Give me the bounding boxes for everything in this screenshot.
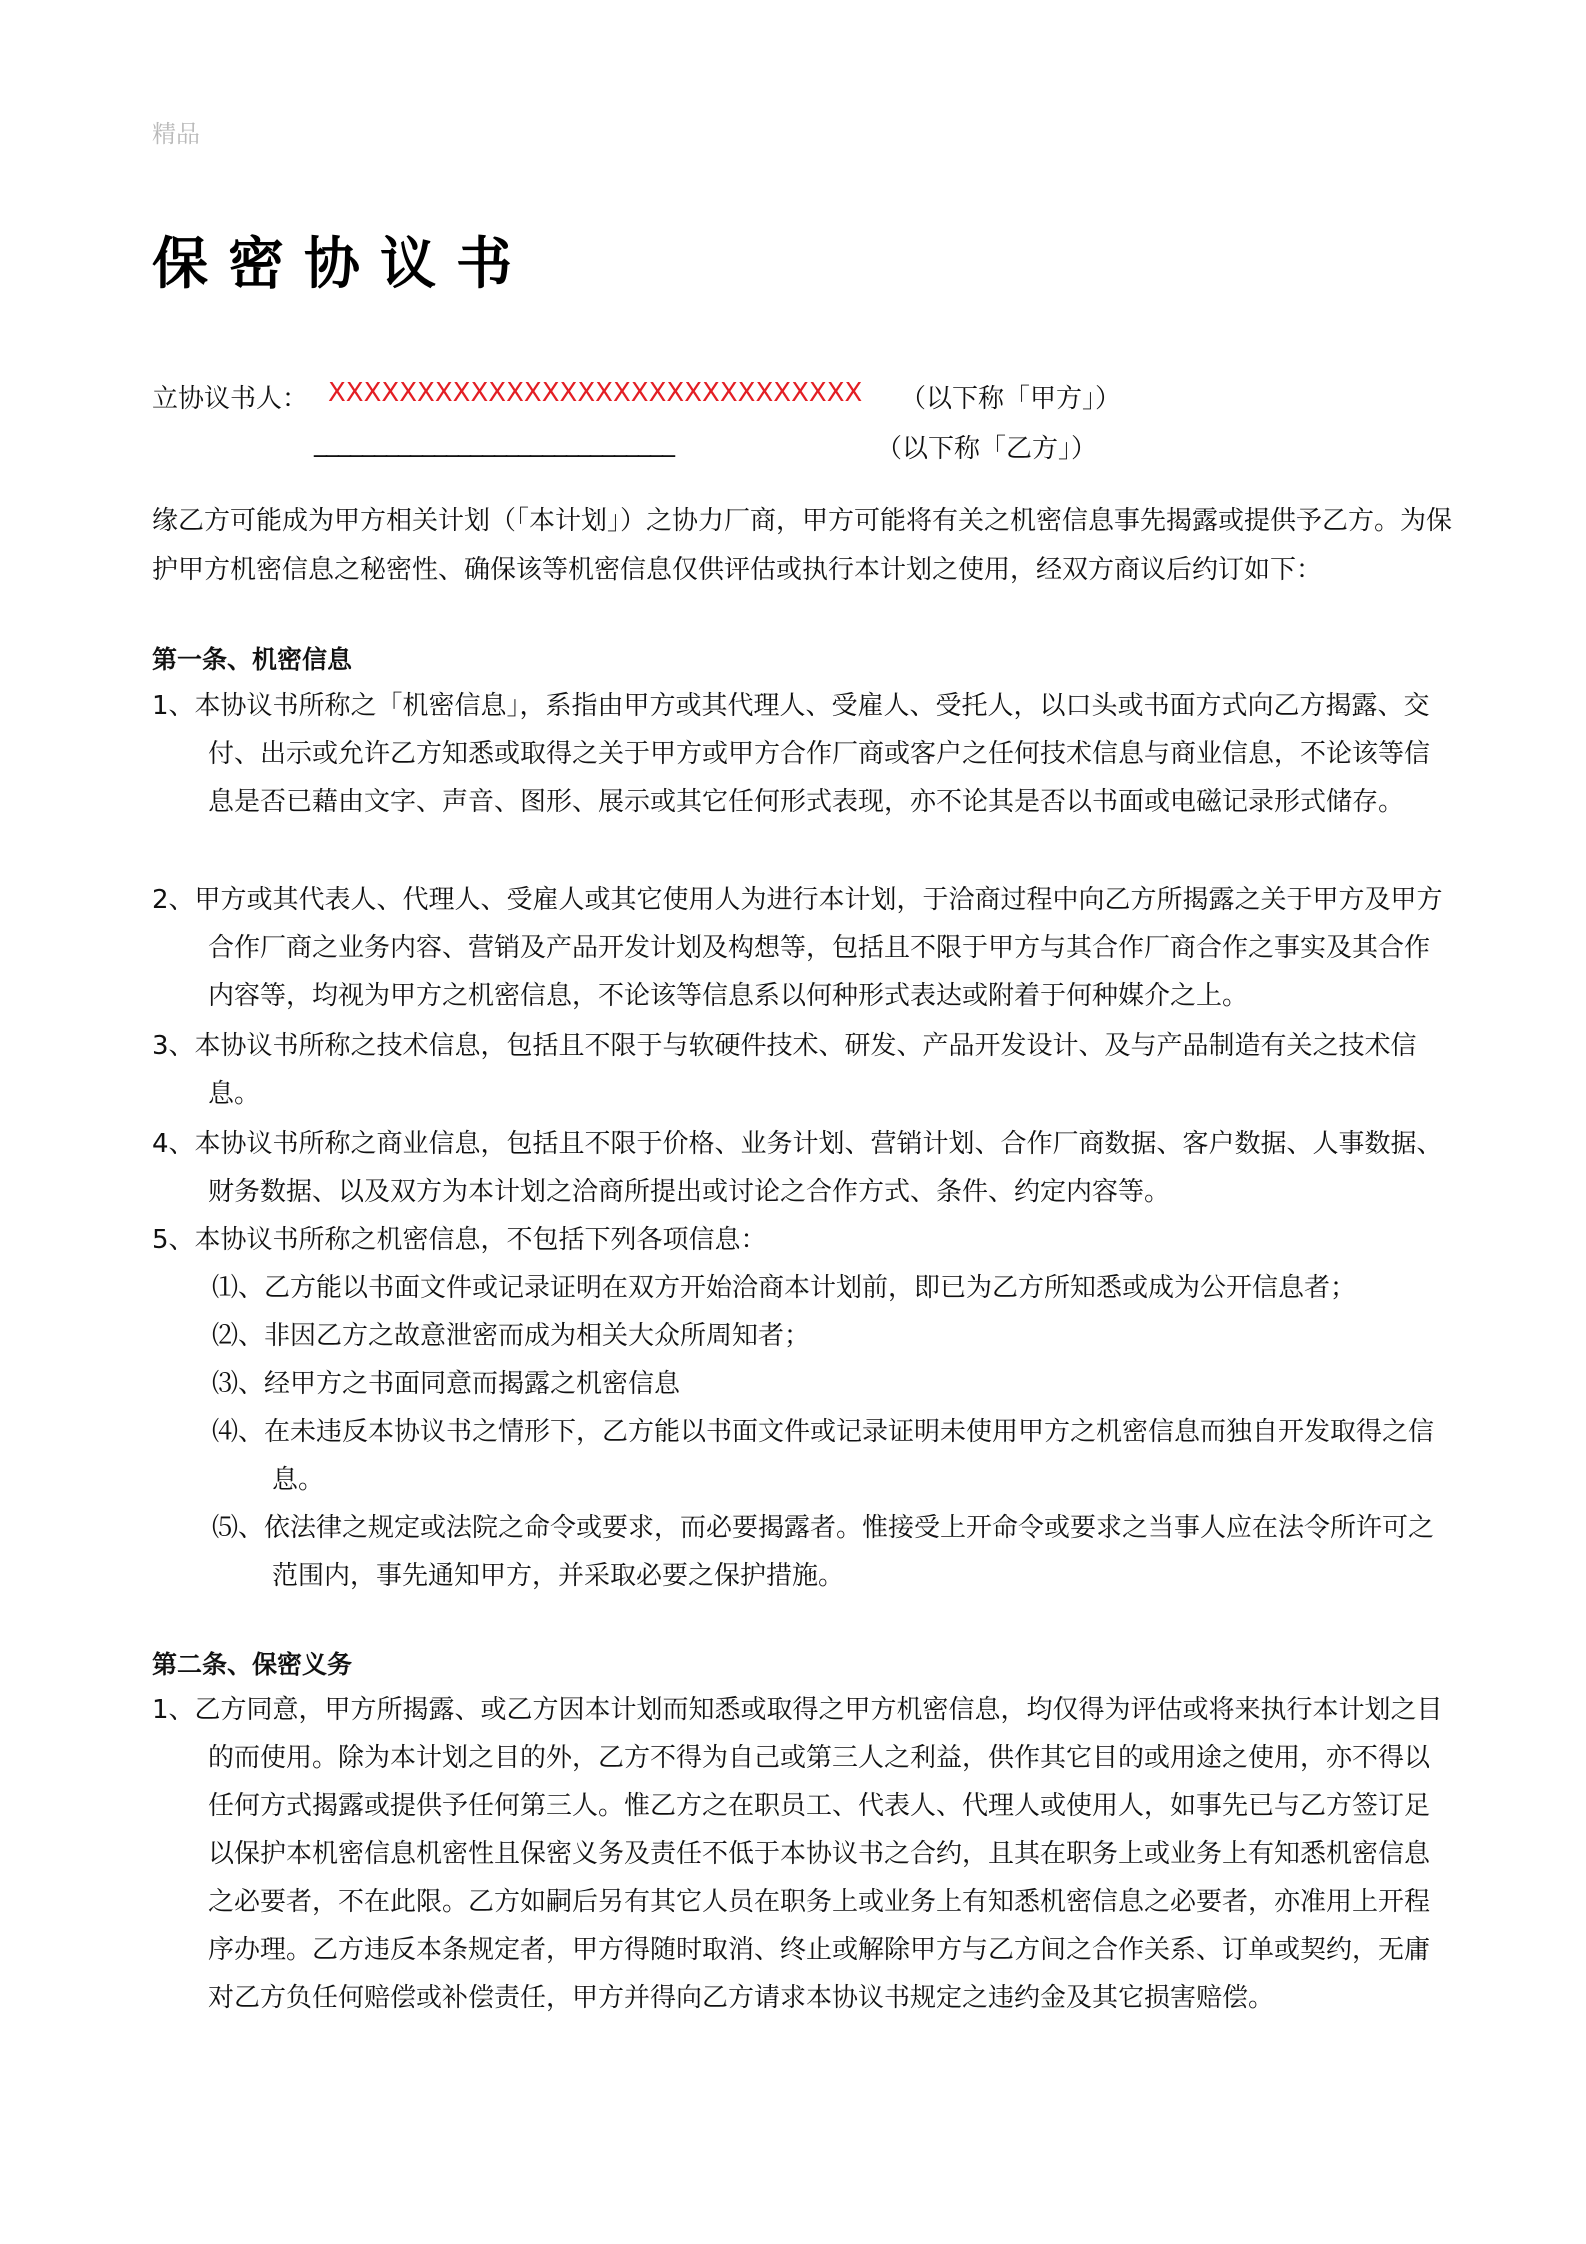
article-1-item-2: 2、甲方或其代表人、代理人、受雇人或其它使用人为进行本计划，于洽商过程中向乙方所揭露之关于甲方及甲方合作厂商之业务内容、营销及产品开发计划及构想等，包括且不限于甲方与其合作厂商合作之事实及其合作内容等，均视为甲方之机密信息，不论该等信息系以何种形式表达或附着于何种媒介之上。 — [152, 885, 1443, 1011]
article-1-item-5: 5、本协议书所称之机密信息，不包括下列各项信息： — [152, 1225, 767, 1255]
article-1-item-3: 3、本协议书所称之技术信息，包括且不限于与软硬件技术、研发、产品开发设计、及与产品制造有关之技术信息。 — [152, 1031, 1417, 1109]
party-b-blank-line: ______________________________ — [314, 428, 674, 458]
article-1-title: 第一条、机密信息 — [152, 645, 353, 674]
party-a-suffix: （以下称「甲方」） — [900, 384, 1122, 414]
article-1-subitem-2: ⑵、非因乙方之故意泄密而成为相关大众所周知者； — [212, 1321, 811, 1351]
party-b-suffix: （以下称「乙方」） — [876, 434, 1098, 464]
article-2-item-1: 1、乙方同意，甲方所揭露、或乙方因本计划而知悉或取得之甲方机密信息，均仅得为评估或将来执行本计划之目的而使用。除为本计划之目的外，乙方不得为自己或第三人之利益，供作其它目的或用途之使用，亦不得以任何方式揭露或提供予任何第三人。惟乙方之在职员工、代表人、代理人或使用人，如事先已与乙方签订足以保护本机密信息机密性且保密义务及责任不低于本协议书之合约，且其在职务上或业务上有知悉机密信息之必要者，不在此限。乙方如嗣后另有其它人员在职务上或业务上有知悉机密信息之必要者，亦准用上开程序办理。乙方违反本条规定者，甲方得随时取消、终止或解除甲方与乙方间之合作关系、订单或契约，无庸对乙方负任何赔偿或补偿责任，甲方并得向乙方请求本协议书规定之违约金及其它损害赔偿。 — [152, 1695, 1443, 2013]
article-1-subitem-3: ⑶、经甲方之书面同意而揭露之机密信息 — [212, 1369, 681, 1399]
article-1-subitem-1: ⑴、乙方能以书面文件或记录证明在双方开始洽商本计划前，即已为乙方所知悉或成为公开信息者； — [212, 1273, 1357, 1303]
watermark-text: 精品 — [152, 120, 200, 148]
article-1-item-4: 4、本协议书所称之商业信息，包括且不限于价格、业务计划、营销计划、合作厂商数据、客户数据、人事数据、财务数据、以及双方为本计划之洽商所提出或讨论之合作方式、条件、约定内容等。 — [152, 1129, 1443, 1207]
article-2-title: 第二条、保密义务 — [152, 1650, 353, 1679]
document-title: 保密协议书 — [152, 232, 532, 297]
article-1-item-1: 1、本协议书所称之「机密信息」，系指由甲方或其代理人、受雇人、受托人，以口头或书面方式向乙方揭露、交付、出示或允许乙方知悉或取得之关于甲方或甲方合作厂商或客户之任何技术信息与商业信息，不论该等信息是否已藉由文字、声音、图形、展示或其它任何形式表现，亦不论其是否以书面或电磁记录形式储存。 — [152, 691, 1431, 817]
party-a-name: XXXXXXXXXXXXXXXXXXXXXXXXXXXXXX — [328, 378, 863, 408]
parties-label: 立协议书人： — [152, 384, 309, 414]
intro-paragraph: 缘乙方可能成为甲方相关计划（「本计划」）之协力厂商，甲方可能将有关之机密信息事先揭露或提供予乙方。为保护甲方机密信息之秘密性、确保该等机密信息仅供评估或执行本计划之使用，经双方商议后约订如下： — [152, 506, 1453, 585]
article-1-subitem-5: ⑸、依法律之规定或法院之命令或要求，而必要揭露者。惟接受上开命令或要求之当事人应在法令所许可之范围内，事先通知甲方，并采取必要之保护措施。 — [212, 1513, 1435, 1591]
article-1-subitem-4: ⑷、在未违反本协议书之情形下，乙方能以书面文件或记录证明未使用甲方之机密信息而独自开发取得之信息。 — [212, 1417, 1435, 1495]
